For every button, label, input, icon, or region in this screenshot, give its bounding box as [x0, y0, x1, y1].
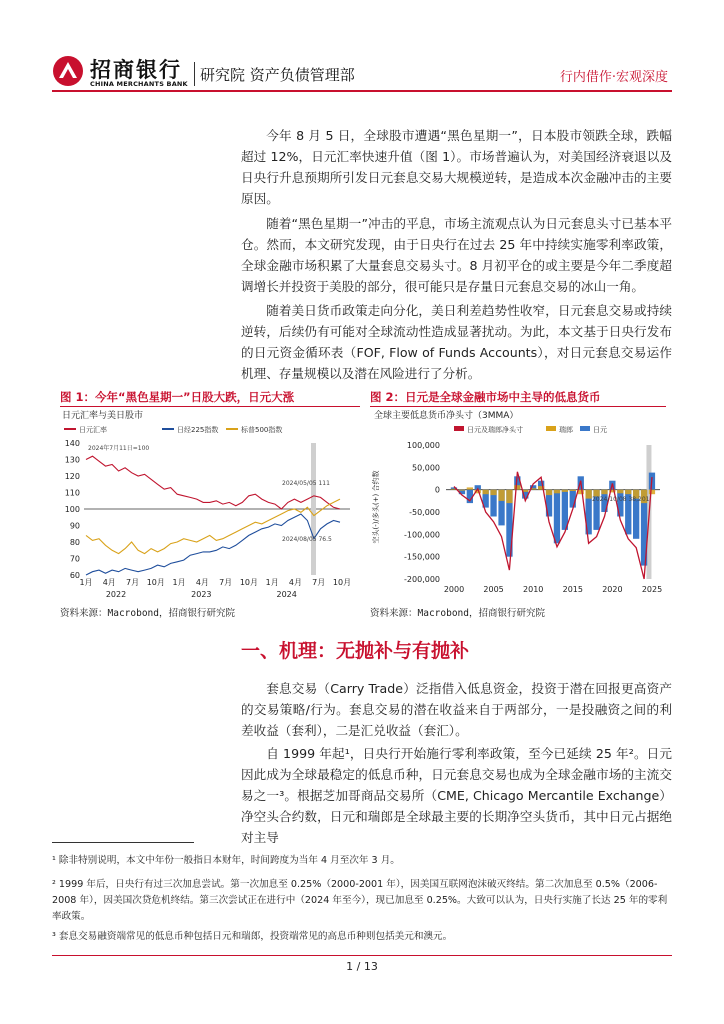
legend-label: 日元汇率 [79, 426, 107, 434]
y-tick-label: -50,000 [409, 508, 440, 517]
bar [546, 490, 552, 495]
y-tick-label: 50,000 [412, 463, 440, 473]
y-tick-label: 110 [64, 488, 80, 498]
bar [490, 490, 496, 495]
body-paragraph: 套息交易（Carry Trade）泛指借入低息资金，投资于潜在回报更高资产的交易策略/行为。套息交易的潜在收益来自于两部分，一是投融资之间的利差收益（套利），二是汇兑收益（套汇）。 [241, 681, 672, 738]
x-tick-label: 2000 [443, 585, 465, 594]
figure1-title: 图 1：今年“黑色星期一”日股大跌，日元大涨 [60, 390, 295, 404]
footnote: ² 1999 年后，日央行有过三次加息尝试。第一次加息至 0.25%（2000-2001 年），因美国互联网泡沫破灭终结。第二次加息至 0.5%（2006-2008 年），因美国次贷危机终结。第三次尝试正在进行中（2024 年至今），现已加息至 0.25%。大致可以认为，日央行实施了长达 25 年的零利率政策。 [52, 879, 668, 922]
x-tick-label: 1月 [172, 578, 186, 587]
chart-annotation: 2024/08/05 76.5 [282, 536, 332, 543]
footnote: ³ 套息交易融资端常见的低息币种包括日元和瑞郎，投资端常见的高息币种则包括美元和澳元。 [52, 931, 453, 942]
footnote: ¹ 除非特别说明，本文中年份一般指日本财年，时间跨度为当年 4 月至次年 3 月。 [52, 855, 400, 866]
x-tick-label: 1月 [265, 578, 279, 587]
legend-label: 日元 [593, 426, 607, 434]
y-tick-label: 100,000 [406, 441, 440, 450]
x-tick-label: 2010 [523, 585, 544, 594]
bar [506, 490, 512, 503]
legend-swatch [580, 426, 590, 431]
y-tick-label: -100,000 [404, 530, 440, 540]
bank-logo-icon [52, 55, 84, 87]
x-year-label: 2024 [276, 590, 297, 599]
footer-rule [52, 955, 672, 956]
header-separator [194, 62, 195, 86]
bar [570, 490, 576, 508]
page-number: 1 / 13 [346, 960, 378, 973]
y-tick-label: 90 [69, 521, 80, 531]
body-paragraph: 自 1999 年起¹，日央行开始施行零利率政策，至今已延续 25 年²。日元因此成为全球最稳定的低息币种，日元套息交易也成为全球金融市场的主流交易之一³。根据芝加哥商品交易所（CME, Chicago Mercantile Exchange）净空头合约数，日元和瑞郎是全球最主要的长期净空头货币，其中日元占据绝对主导 [241, 746, 672, 845]
bar [562, 490, 568, 492]
x-tick-label: 7月 [312, 578, 326, 587]
bank-name-en: CHINA MERCHANTS BANK [90, 80, 188, 88]
event-band [311, 443, 316, 575]
x-tick-label: 2025 [641, 585, 663, 594]
x-year-label: 2023 [191, 590, 212, 599]
section-title: 一、机理：无抛补与有抛补 [241, 640, 470, 662]
figure2-chart [368, 407, 668, 603]
y-tick-label: 60 [69, 571, 80, 580]
figure2-title: 图 2：日元是全球金融市场中主导的低息货币 [370, 390, 601, 404]
bar [514, 485, 520, 490]
y-tick-label: 120 [64, 472, 80, 481]
bar [625, 490, 631, 495]
body-paragraph: 今年 8 月 5 日，全球股市遭遇“黑色星期一”，日本股市领跌全球，跌幅超过 12%，日元汇率快速升值（图 1）。市场普遍认为，对美国经济衰退以及日央行升息预期所引发日元套息交易大规模逆转，是造成本次金融冲击的主要原因。 [241, 128, 672, 206]
x-tick-label: 2015 [562, 585, 583, 594]
x-tick-label: 10月 [332, 578, 352, 587]
chart-title: 全球主要低息货币净头寸（3MMA） [374, 411, 519, 421]
figure1-source: 资料来源：Macrobond，招商银行研究院 [60, 608, 235, 619]
bar [570, 490, 576, 491]
header-rule [52, 90, 672, 92]
bar [617, 490, 623, 494]
x-tick-label: 10月 [146, 578, 165, 587]
bar [498, 490, 504, 501]
y-tick-label: 130 [64, 455, 80, 465]
bar [601, 490, 607, 495]
x-tick-label: 7月 [219, 578, 233, 587]
body-paragraph: 随着美日货币政策走向分化，美日利差趋势性收窄，日元套息交易或持续逆转，后续仍有可能对全球流动性造成显著扰动。为此，本文基于日央行发布的日元资金循环表（FOF, Flow of Funds Accounts），对日元套息交易运作机理、存量规模以及潜在风险进行了分析。 [241, 303, 672, 381]
legend-swatch [546, 426, 556, 431]
y-axis-label: 空头(-)/多头(+) 合约数 [372, 470, 380, 544]
chart-title: 日元汇率与美日股市 [62, 411, 144, 421]
series-line [86, 514, 340, 575]
footnote-rule [52, 842, 194, 843]
bar [554, 490, 560, 544]
y-tick-label: 0 [434, 485, 440, 495]
bar [554, 490, 560, 494]
bar [483, 490, 489, 495]
bar [467, 487, 473, 489]
legend-label: 日经225指数 [177, 426, 219, 434]
legend-label: 日元及瑞郎净头寸 [467, 426, 523, 434]
series-line [454, 472, 652, 579]
y-tick-label: -150,000 [404, 552, 440, 562]
report-type: 行内借作·宏观深度 [559, 70, 668, 85]
x-tick-label: 7月 [125, 578, 140, 587]
legend-label: 瑞郎 [559, 426, 573, 434]
department-name: 研究院 资产负债管理部 [200, 66, 355, 84]
y-tick-label: -200,000 [404, 575, 440, 584]
figure1-chart [58, 407, 360, 603]
x-tick-label: 4月 [102, 578, 116, 587]
chart-annotation: 2024/05/05 111 [282, 480, 330, 487]
legend-swatch [454, 426, 464, 431]
bank-name-cn: 招商银行 [90, 57, 182, 82]
figure2-source: 资料来源：Macrobond，招商银行研究院 [370, 608, 545, 619]
bar [586, 490, 592, 499]
x-tick-label: 1月 [79, 578, 93, 587]
body-paragraph: 随着“黑色星期一”冲击的平息，市场主流观点认为日元套息头寸已基本平仓。然而，本文研究发现，由于日央行在过去 25 年中持续实施零利率政策，全球金融市场积累了大量套息交易头寸。8 月初平仓的或主要是今年二季度超调增长并投资于美股的部分，很可能只是存量日元套息交易的冰山一角。 [241, 216, 672, 294]
y-tick-label: 140 [64, 439, 80, 448]
x-tick-label: 2005 [483, 585, 504, 594]
bar [459, 490, 465, 491]
x-tick-label: 2020 [602, 585, 623, 594]
x-tick-label: 4月 [195, 578, 209, 587]
x-year-label: 2022 [105, 590, 127, 599]
chart-annotation: 2024/10/08 38,201 [592, 496, 650, 503]
y-tick-label: 100 [64, 505, 80, 514]
bar [649, 490, 655, 495]
series-line [86, 499, 340, 553]
chart-base-note: 2024年7月11日=100 [88, 445, 150, 452]
x-tick-label: 10月 [239, 578, 259, 587]
y-tick-label: 70 [69, 554, 80, 564]
x-tick-label: 4月 [288, 578, 303, 587]
legend-label: 标普500指数 [241, 426, 283, 434]
y-tick-label: 80 [69, 538, 80, 547]
